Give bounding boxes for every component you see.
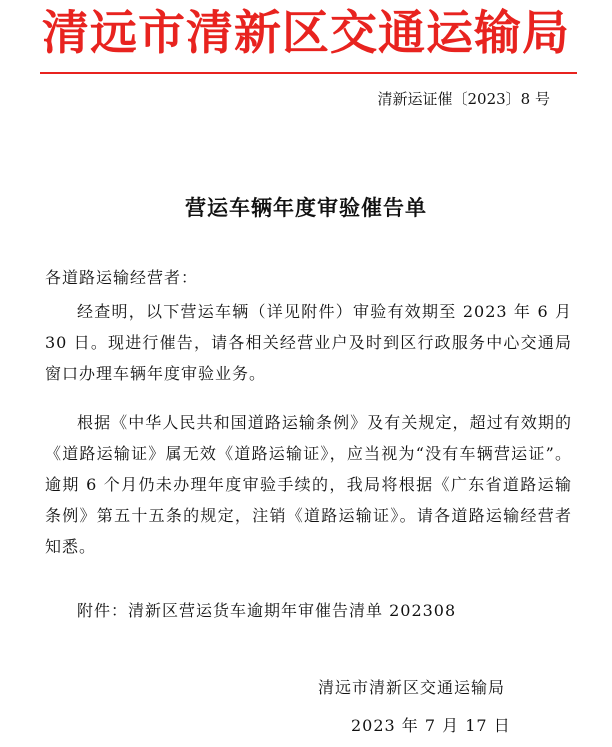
body-paragraph: 根据《中华人民共和国道路运输条例》及有关规定，超过有效期的《道路运输证》属无效《道路运输证》，应当视为“没有车辆营运证”。逾期 6 个月仍未办理年度审验手续的，我局将根据《广东省道路运输条例》第五十五条的规定，注销《道路运输证》。请各道路运输经营者知悉。 xyxy=(45,413,572,556)
agency-header-title: 清远市清新区交通运输局 xyxy=(42,6,570,61)
salutation: 各道路运输经营者： xyxy=(45,268,199,287)
document-title: 营运车辆年度审验催告单 xyxy=(185,196,427,220)
body-paragraph: 经查明，以下营运车辆（详见附件）审验有效期至 2023 年 6 月 30 日。现进行催告，请各相关经营业户及时到区行政服务中心交通局窗口办理车辆年度审验业务。 xyxy=(45,302,572,383)
attachment-note: 附件：清新区营运货车逾期年审催告清单 202308 xyxy=(77,601,457,620)
header-red-divider xyxy=(40,72,577,74)
document-number: 清新运证催〔2023〕8 号 xyxy=(377,90,550,108)
signature-organization: 清远市清新区交通运输局 xyxy=(318,678,506,697)
signature-date: 2023 年 7 月 17 日 xyxy=(351,716,511,735)
